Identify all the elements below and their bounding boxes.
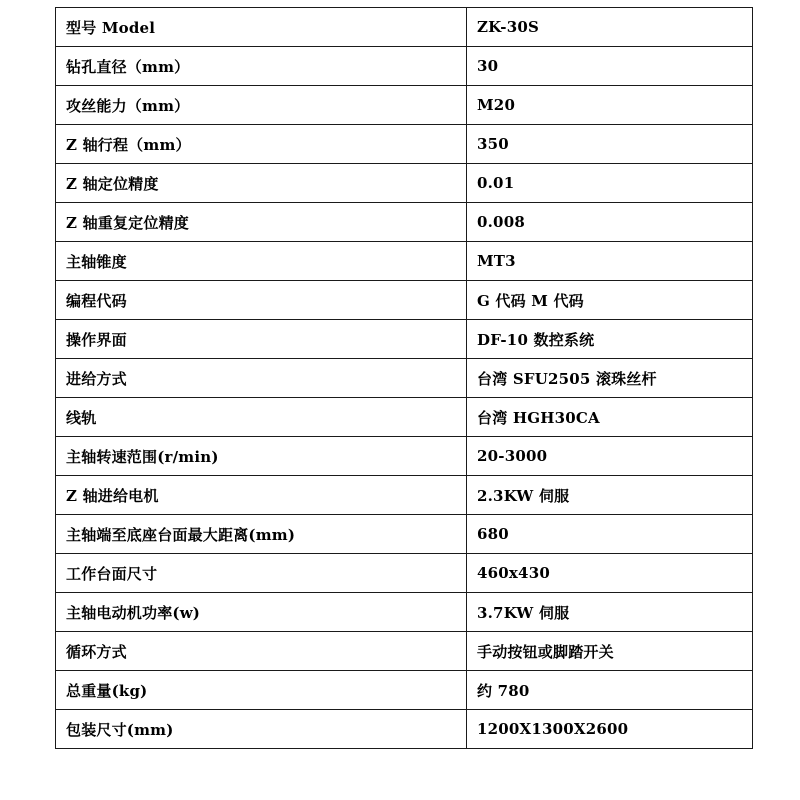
param-value: 350 — [467, 125, 753, 164]
table-row — [56, 8, 753, 47]
param-value: 2.3KW 伺服 — [467, 476, 753, 515]
param-label: 进给方式 — [56, 359, 467, 398]
table-row — [56, 203, 753, 242]
param-value: ZK-30S — [467, 8, 753, 47]
table-row — [56, 476, 753, 515]
table-row — [56, 164, 753, 203]
table-row — [56, 632, 753, 671]
param-value: 680 — [467, 515, 753, 554]
param-label: 编程代码 — [56, 281, 467, 320]
table-row — [56, 515, 753, 554]
table-row — [56, 320, 753, 359]
table-row — [56, 281, 753, 320]
table-row — [56, 125, 753, 164]
param-label: 主轴转速范围(r/min) — [56, 437, 467, 476]
param-label: Z 轴行程（mm） — [56, 125, 467, 164]
table-row — [56, 242, 753, 281]
param-label: Z 轴定位精度 — [56, 164, 467, 203]
param-value: 手动按钮或脚踏开关 — [467, 632, 753, 671]
table-row — [56, 710, 753, 749]
param-label: 线轨 — [56, 398, 467, 437]
param-value: DF-10 数控系统 — [467, 320, 753, 359]
table-row — [56, 398, 753, 437]
param-value: 460x430 — [467, 554, 753, 593]
param-label: 包装尺寸(mm) — [56, 710, 467, 749]
table-row — [56, 671, 753, 710]
param-label: 操作界面 — [56, 320, 467, 359]
param-value: 约 780 — [467, 671, 753, 710]
param-value: 20-3000 — [467, 437, 753, 476]
param-label: 型号 Model — [56, 8, 467, 47]
param-label: 钻孔直径（mm） — [56, 47, 467, 86]
param-value: M20 — [467, 86, 753, 125]
param-value: 台湾 HGH30CA — [467, 398, 753, 437]
table-row — [56, 86, 753, 125]
table-row — [56, 593, 753, 632]
param-value: 台湾 SFU2505 滚珠丝杆 — [467, 359, 753, 398]
table-row — [56, 437, 753, 476]
table-row — [56, 47, 753, 86]
param-label: 主轴锥度 — [56, 242, 467, 281]
param-value: 0.008 — [467, 203, 753, 242]
param-label: 循环方式 — [56, 632, 467, 671]
spec-table — [55, 7, 753, 749]
param-value: G 代码 M 代码 — [467, 281, 753, 320]
param-label: 主轴电动机功率(w) — [56, 593, 467, 632]
spec-table-body — [56, 8, 753, 749]
param-label: 主轴端至底座台面最大距离(mm) — [56, 515, 467, 554]
param-label: Z 轴进给电机 — [56, 476, 467, 515]
param-value: 3.7KW 伺服 — [467, 593, 753, 632]
param-value: MT3 — [467, 242, 753, 281]
param-value: 0.01 — [467, 164, 753, 203]
param-label: 总重量(kg) — [56, 671, 467, 710]
param-value: 30 — [467, 47, 753, 86]
table-row — [56, 359, 753, 398]
param-label: 工作台面尺寸 — [56, 554, 467, 593]
param-value: 1200X1300X2600 — [467, 710, 753, 749]
param-label: 攻丝能力（mm） — [56, 86, 467, 125]
table-row — [56, 554, 753, 593]
param-label: Z 轴重复定位精度 — [56, 203, 467, 242]
